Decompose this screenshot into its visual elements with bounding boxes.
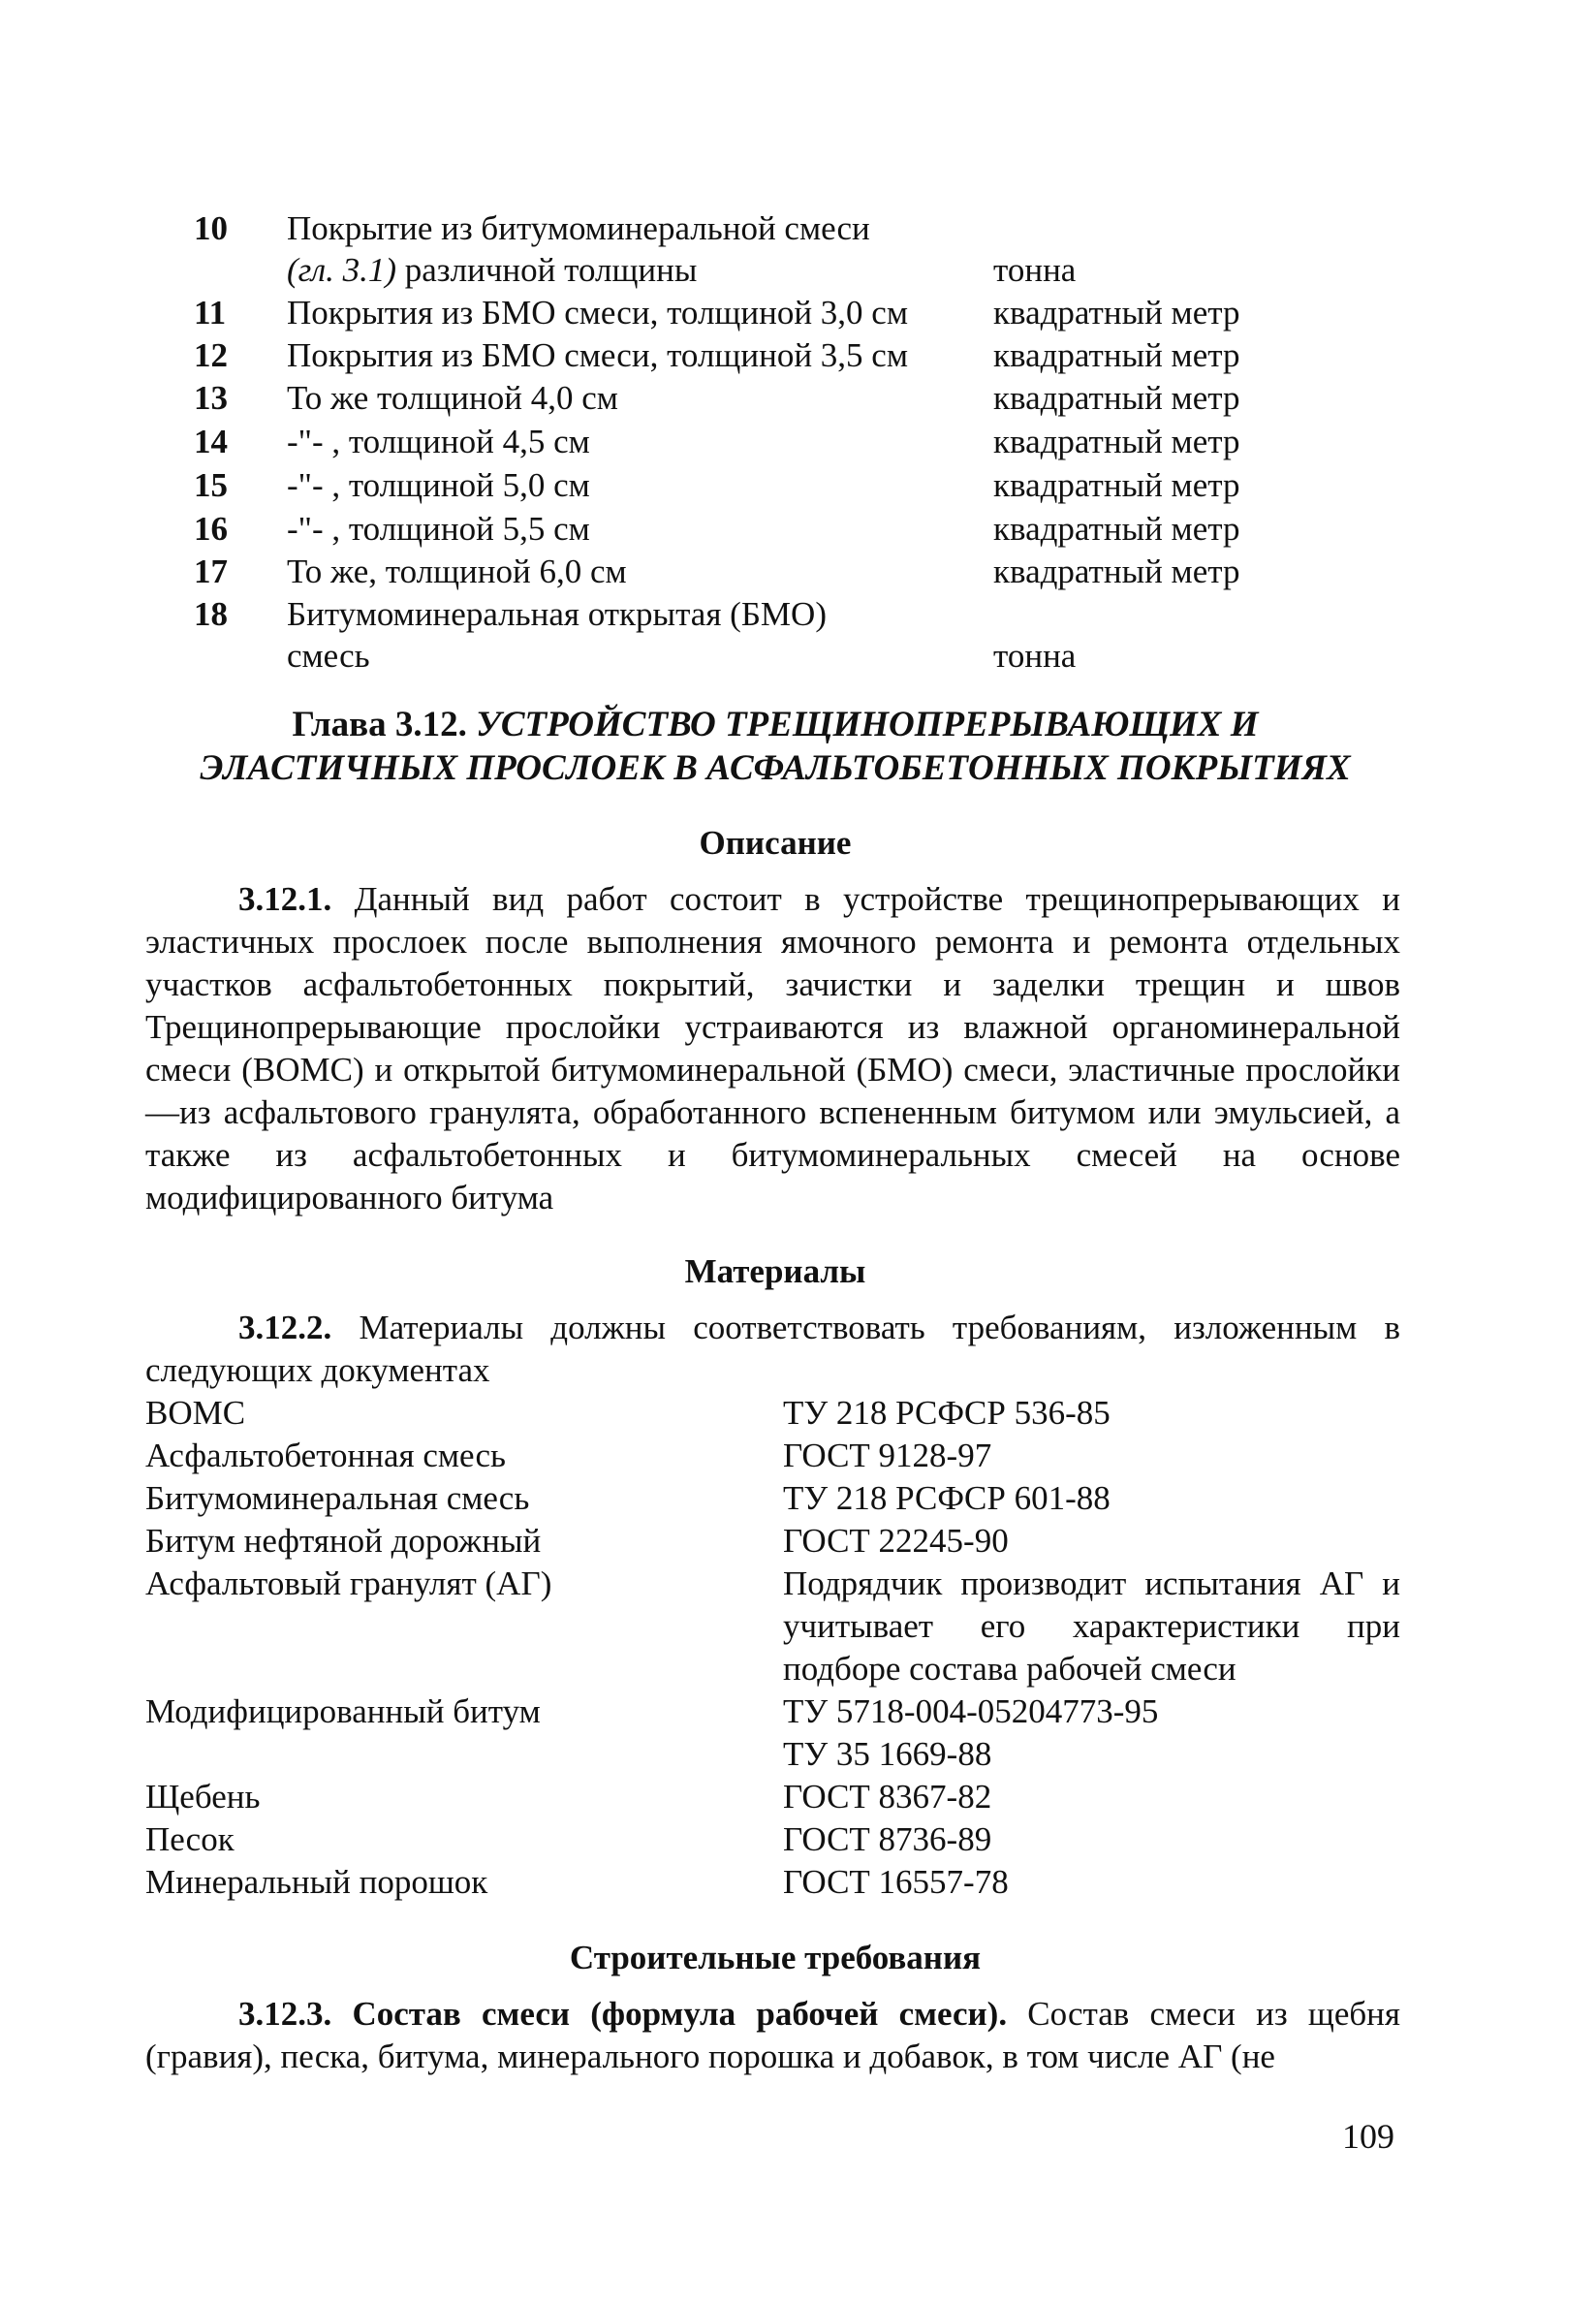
row-item: Покрытие из битумоминеральной смеси [287, 209, 870, 247]
material-doc: ГОСТ 9128-97 [783, 1437, 992, 1474]
row-item: -"- , толщиной 5,0 см [287, 466, 590, 504]
row-item: -"- , толщиной 4,5 см [287, 423, 590, 460]
material-name: Минеральный порошок [145, 1863, 488, 1901]
material-doc: ГОСТ 8736-89 [783, 1820, 992, 1858]
row-unit: квадратный метр [993, 423, 1240, 460]
clause-number: 3.12.2. [238, 1309, 332, 1346]
paragraph-text: Данный вид работ состоит в устройстве трещинопрерывающих и эластичных прослоек после выполнения ямочного ремонта и ремонта отдельных участков асфальтобетонных покрытий, зачистки и заделки трещин и швов Трещинопрерывающие прослойки устраиваются из влажной органоминеральной смеси (ВОМС) и открытой битумоминеральной (БМО) смеси, эластичные прослойки —из асфальтового гранулята, обработанного вспененным битумом или эмульсией, а также из асфальтобетонных и битумоминеральных смесей на основе модифицированного битума [145, 880, 1400, 1216]
row-number: 17 [194, 553, 228, 590]
row-unit: тонна [993, 637, 1077, 675]
row-unit: квадратный метр [993, 336, 1240, 374]
row-unit: квадратный метр [993, 466, 1240, 504]
material-doc: ТУ 218 РСФСР 601-88 [783, 1479, 1111, 1517]
material-doc: ТУ 35 1669-88 [783, 1735, 992, 1773]
material-name: Модифицированный битум [145, 1692, 541, 1730]
row-item: -"- , толщиной 5,5 см [287, 510, 590, 548]
paragraph-text: Материалы должны соответствовать требованиям, изложенным в следующих документах [145, 1309, 1400, 1389]
paragraph-3-12-3 [145, 1993, 1400, 2078]
material-name: ВОМС [145, 1394, 246, 1432]
material-name: Асфальтобетонная смесь [145, 1437, 506, 1474]
material-doc: ТУ 218 РСФСР 536-85 [783, 1394, 1111, 1432]
section-heading-materials: Материалы [684, 1252, 866, 1290]
material-doc: Подрядчик производит испытания АГ и учитывает его характеристики при подборе состава рабочей смеси [783, 1564, 1400, 1688]
material-name: Асфальтовый гранулят (АГ) [145, 1564, 552, 1602]
material-doc: ТУ 5718-004-05204773-95 [783, 1692, 1159, 1730]
row-number: 12 [194, 336, 228, 374]
paragraph-3-12-2 [145, 1307, 1400, 1392]
section-heading-construction: Строительные требования [569, 1939, 982, 1976]
material-name: Битумоминеральная смесь [145, 1479, 530, 1517]
row-number: 18 [194, 595, 228, 633]
row-item: Битумоминеральная открытая (БМО) [287, 595, 827, 633]
row-number: 11 [194, 294, 227, 332]
row-number: 14 [194, 423, 228, 460]
chapter-title-line-1 [145, 704, 1405, 746]
row-item: Покрытия из БМО смеси, толщиной 3,0 см [287, 294, 908, 332]
clause-number: 3.12.1. [238, 880, 332, 918]
row-unit: квадратный метр [993, 294, 1240, 332]
row-unit: квадратный метр [993, 553, 1240, 590]
row-unit: квадратный метр [993, 510, 1240, 548]
paragraph-text: Состав смеси из щебня (гравия), песка, битума, минерального порошка и добавок, в том числе АГ (не [145, 1995, 1400, 2075]
row-item: То же, толщиной 6,0 см [287, 553, 627, 590]
chapter-prefix: Глава 3.12. [292, 705, 467, 744]
row-unit: квадратный метр [993, 379, 1240, 417]
row-item-ref: (гл. 3.1) [287, 251, 397, 289]
row-item: смесь [287, 637, 370, 675]
row-item: То же толщиной 4,0 см [287, 379, 618, 417]
row-number: 13 [194, 379, 228, 417]
section-heading-description: Описание [699, 824, 852, 862]
row-number: 16 [194, 510, 228, 548]
row-item: (гл. 3.1) различной толщины [287, 251, 698, 289]
material-doc: ГОСТ 8367-82 [783, 1778, 992, 1816]
row-number: 10 [194, 209, 228, 247]
clause-title: 3.12.3. Состав смеси (формула рабочей смеси). [238, 1995, 1008, 2033]
material-name: Битум нефтяной дорожный [145, 1522, 542, 1560]
row-number: 15 [194, 466, 228, 504]
chapter-title: УСТРОЙСТВО ТРЕЩИНОПРЕРЫВАЮЩИХ И [466, 705, 1259, 744]
chapter-title-line-2: ЭЛАСТИЧНЫХ ПРОСЛОЕК В АСФАЛЬТОБЕТОННЫХ ПОКРЫТИЯХ [200, 748, 1351, 788]
material-name: Песок [145, 1820, 235, 1858]
material-name: Щебень [145, 1778, 261, 1816]
material-doc: ГОСТ 16557-78 [783, 1863, 1009, 1901]
paragraph-3-12-1 [145, 878, 1400, 1219]
material-doc: ГОСТ 22245-90 [783, 1522, 1009, 1560]
row-item: Покрытия из БМО смеси, толщиной 3,5 см [287, 336, 908, 374]
row-unit: тонна [993, 251, 1077, 289]
page-number: 109 [1342, 2117, 1394, 2156]
